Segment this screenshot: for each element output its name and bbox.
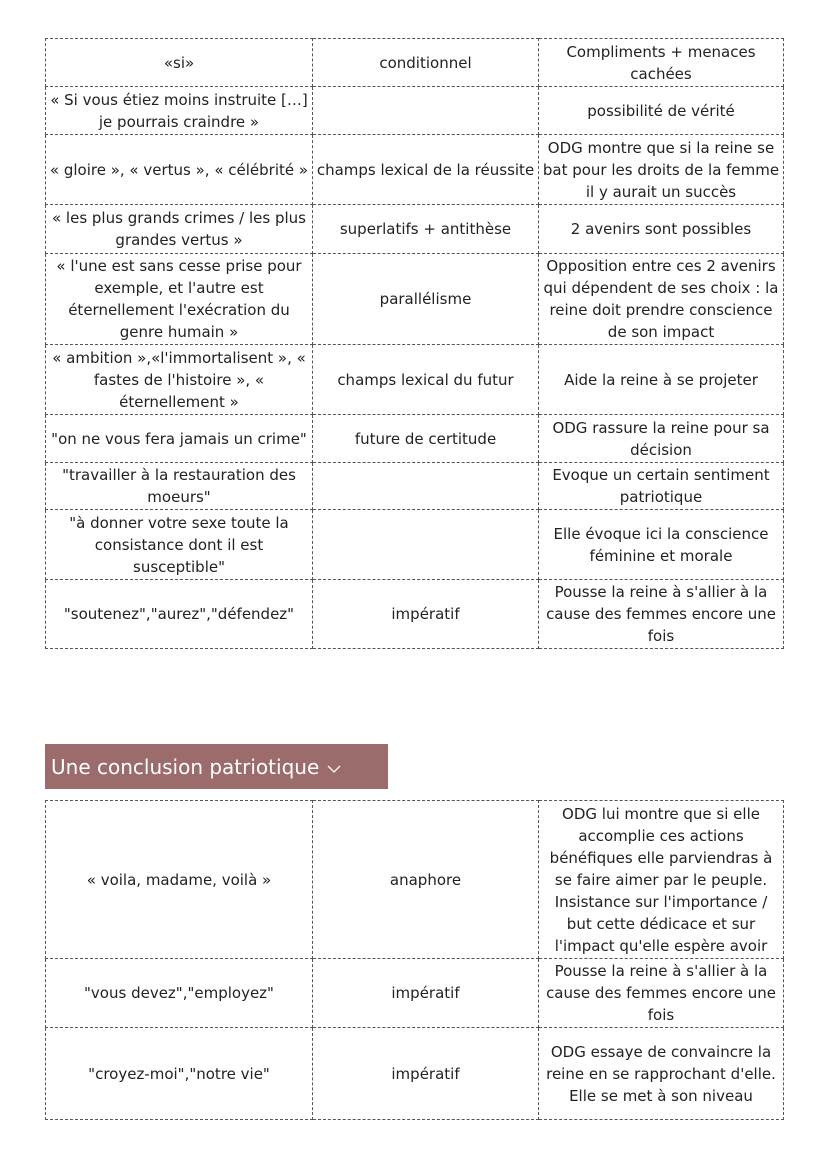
table-row <box>46 415 784 463</box>
table-row <box>46 87 784 135</box>
table-cell: "croyez-moi","notre vie" <box>46 1028 313 1120</box>
section-header[interactable] <box>45 744 388 789</box>
table-cell: impératif <box>313 580 539 649</box>
table-cell: « l'une est sans cesse prise pour exemple, et l'autre est éternellement l'exécration du genre humain » <box>46 254 313 345</box>
table-cell: ODG lui montre que si elle accomplie ces actions bénéfiques elle parviendras à se faire aimer par le peuple. Insistance sur l'importance / but cette dédicace et sur l'impact qu'elle espère avoir <box>539 801 784 959</box>
table-cell: anaphore <box>313 801 539 959</box>
table-cell: conditionnel <box>313 39 539 87</box>
table-row <box>46 959 784 1028</box>
table-cell: « gloire », « vertus », « célébrité » <box>46 135 313 205</box>
table-cell <box>313 510 539 580</box>
table-cell: Pousse la reine à s'allier à la cause des femmes encore une fois <box>539 580 784 649</box>
table-cell: champs lexical de la réussite <box>313 135 539 205</box>
table-cell: ODG montre que si la reine se bat pour les droits de la femme il y aurait un succès <box>539 135 784 205</box>
table-cell <box>313 463 539 510</box>
analysis-table-2 <box>45 800 784 1120</box>
table-cell: « les plus grands crimes / les plus grandes vertus » <box>46 205 313 254</box>
table-row <box>46 135 784 205</box>
table-cell: impératif <box>313 959 539 1028</box>
table-cell: Evoque un certain sentiment patriotique <box>539 463 784 510</box>
table-cell: Elle évoque ici la conscience féminine et morale <box>539 510 784 580</box>
table-cell: ODG rassure la reine pour sa décision <box>539 415 784 463</box>
table-cell: 2 avenirs sont possibles <box>539 205 784 254</box>
table-row <box>46 205 784 254</box>
analysis-table-1 <box>45 38 784 649</box>
table-cell: « voila, madame, voilà » <box>46 801 313 959</box>
table-cell: «si» <box>46 39 313 87</box>
table-cell: Aide la reine à se projeter <box>539 345 784 415</box>
chevron-down-icon <box>326 761 342 777</box>
section-title: Une conclusion patriotique <box>51 754 320 779</box>
table-cell: "travailler à la restauration des moeurs" <box>46 463 313 510</box>
table-row <box>46 345 784 415</box>
table-cell: champs lexical du futur <box>313 345 539 415</box>
table-cell: "soutenez","aurez","défendez" <box>46 580 313 649</box>
table-cell: possibilité de vérité <box>539 87 784 135</box>
table-cell: Compliments + menaces cachées <box>539 39 784 87</box>
table-cell: impératif <box>313 1028 539 1120</box>
table-cell: « ambition »,«l'immortalisent », « fastes de l'histoire », « éternellement » <box>46 345 313 415</box>
table-cell: ODG essaye de convaincre la reine en se rapprochant d'elle. Elle se met à son niveau <box>539 1028 784 1120</box>
table-cell: Pousse la reine à s'allier à la cause des femmes encore une fois <box>539 959 784 1028</box>
table-cell: "à donner votre sexe toute la consistance dont il est susceptible" <box>46 510 313 580</box>
table-cell <box>313 87 539 135</box>
table-row <box>46 580 784 649</box>
table-cell: parallélisme <box>313 254 539 345</box>
table-cell: "on ne vous fera jamais un crime" <box>46 415 313 463</box>
table-row <box>46 39 784 87</box>
table-cell: « Si vous étiez moins instruite […] je pourrais craindre » <box>46 87 313 135</box>
table-cell: Opposition entre ces 2 avenirs qui dépendent de ses choix : la reine doit prendre conscience de son impact <box>539 254 784 345</box>
table-row <box>46 254 784 345</box>
table-cell: future de certitude <box>313 415 539 463</box>
table-cell: superlatifs + antithèse <box>313 205 539 254</box>
table-row <box>46 510 784 580</box>
table-row <box>46 463 784 510</box>
table-row <box>46 1028 784 1120</box>
table-cell: "vous devez","employez" <box>46 959 313 1028</box>
table-row <box>46 801 784 959</box>
